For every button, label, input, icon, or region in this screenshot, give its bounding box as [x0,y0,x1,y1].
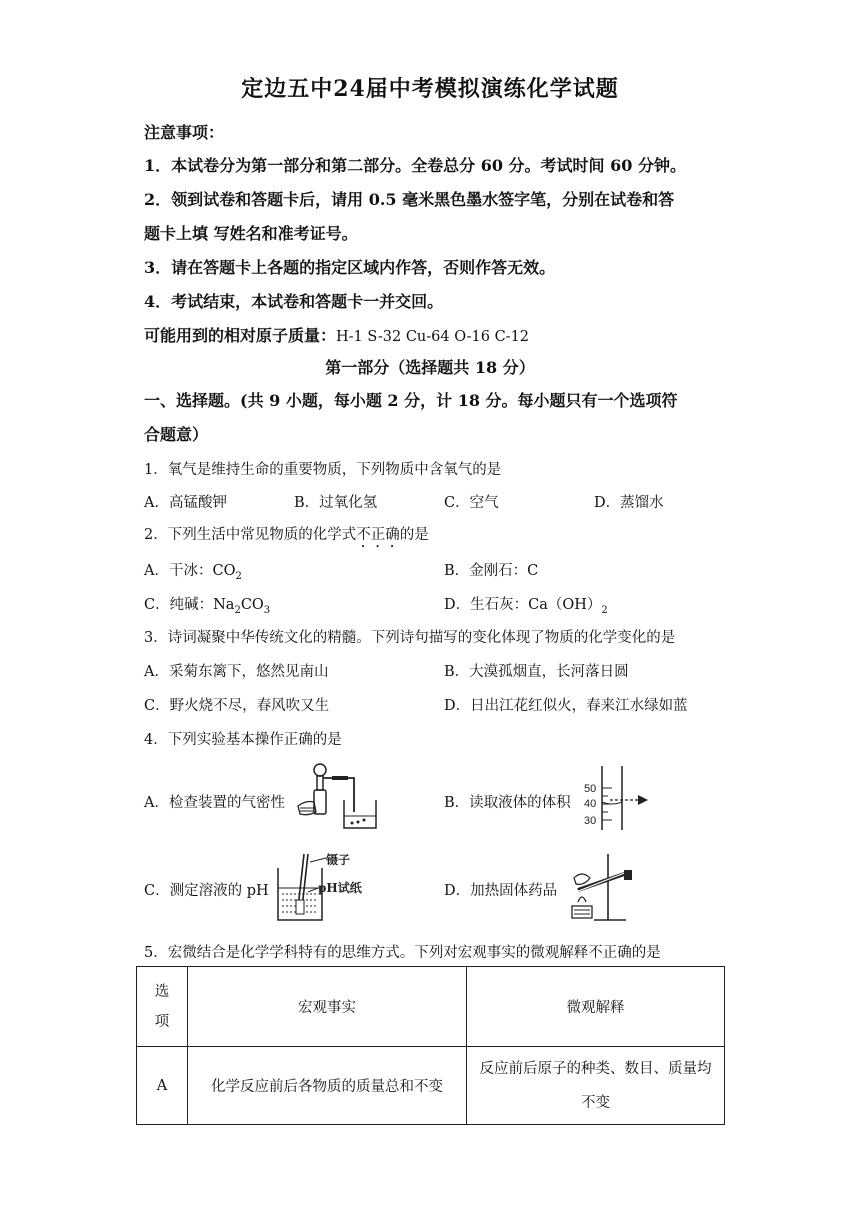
q5-header-macro: 宏观事实 [188,967,467,1047]
q2-stem-post: 的是 [399,527,429,543]
q5-stem: 5．宏微结合是化学学科特有的思维方式。下列对宏观事实的微观解释不正确的是 [144,945,661,961]
q2-option-d-text: D．生石灰：Ca（OH） [444,597,602,613]
q5-row-a-micro-line1: 反应前后原子的种类、数目、质量均 [479,1060,712,1077]
q1-option-d: D．蒸馏水 [594,495,664,511]
q2-option-c-text: C．纯碱：Na [144,597,235,613]
q1-option-b: B．过氧化氢 [294,495,378,511]
section1-line1: 一、选择题。(共 9 小题，每小题 2 分，计 18 分。每小题只有一个选项符 [144,391,678,410]
atomic-mass-values: H-1 S-32 Cu-64 O-16 C-12 [336,329,530,345]
q4-stem: 4．下列实验基本操作正确的是 [144,732,342,748]
q3-option-b: B．大漠孤烟直，长河落日圆 [444,664,629,680]
q5-header-option [137,967,188,1047]
q5-table-row-a [137,1047,725,1125]
q1-stem: 1．氧气是维持生命的重要物质，下列物质中含氧气的是 [144,462,502,478]
q5-row-a-micro-line2: 不变 [581,1094,610,1111]
section1-line2: 合题意） [144,425,209,444]
q2-option-b: B．金刚石：C [444,563,539,579]
q2-option-a-sub: 2 [235,570,242,582]
q2-stem [144,523,429,551]
q2-option-c-sub1: 2 [234,604,241,616]
cylinder-reading-figure [580,762,660,834]
notice-item-2-cont: 题卡上填 写姓名和准考证号。 [144,224,358,243]
q2-stem-emphasis: 不正确 [356,527,400,543]
q5-header-option-char1: 选 [154,983,170,1000]
cylinder-tick-30: 30 [584,815,597,827]
q5-table [136,966,725,1125]
notice-heading: 注意事项： [144,123,225,142]
part1-heading: 第一部分（选择题共 18 分） [325,358,535,377]
atomic-mass-label: 可能用到的相对原子质量： [144,326,337,345]
q3-option-d: D．日出江花红似火，春来江水绿如蓝 [444,698,688,714]
q2-option-d-sub: 2 [601,604,608,616]
q2-option-a-text: A．干冰：CO [144,563,236,579]
q5-row-a-micro [467,1047,725,1125]
q5-table-header-row [137,967,725,1047]
q5-row-a-option: A [137,1047,188,1125]
page-title: 定边五中24届中考模拟演练化学试题 [241,76,619,102]
q2-option-a [144,559,242,582]
notice-item-2: 2．领到试卷和答题卡后，请用 0.5 毫米黑色墨水签字笔，分别在试卷和答 [144,190,675,209]
q4-option-b: B．读取液体的体积 [444,795,571,811]
q5-header-option-char2: 项 [154,1013,170,1030]
atomic-mass-line [144,323,529,346]
airtightness-check-figure [292,762,382,834]
q2-option-c-mid: CO [240,597,264,613]
q3-stem: 3．诗词凝聚中华传统文化的精髓。下列诗句描写的变化体现了物质的化学变化的是 [144,630,676,646]
heating-solid-figure [564,850,644,922]
q3-option-c: C．野火烧不尽，春风吹又生 [144,698,330,714]
q1-option-c: C．空气 [444,495,499,511]
q2-stem-pre: 2．下列生活中常见物质的化学式 [144,527,357,543]
q4-option-d: D．加热固体药品 [444,883,558,899]
q3-option-a: A．采菊东篱下，悠然见南山 [144,664,329,680]
q2-option-c-sub2: 3 [263,604,271,616]
cylinder-tick-50: 50 [584,783,597,795]
notice-item-4: 4．考试结束，本试卷和答题卡一并交回。 [144,292,444,311]
notice-item-1: 1．本试卷分为第一部分和第二部分。全卷总分 60 分。考试时间 60 分钟。 [144,156,686,175]
cylinder-tick-40: 40 [584,798,597,810]
q4-option-c: C．测定溶液的 pH [144,883,269,899]
ph-tweezers-label: 镊子 [326,853,351,867]
q1-option-a: A．高锰酸钾 [144,495,227,511]
q4-option-a: A．检查装置的气密性 [144,795,285,811]
notice-item-3: 3．请在答题卡上各题的指定区域内作答，否则作答无效。 [144,258,556,277]
q2-option-c [144,593,270,616]
q5-header-micro: 微观解释 [467,967,725,1047]
q5-row-a-macro: 化学反应前后各物质的质量总和不变 [188,1047,467,1125]
q2-option-d [444,593,608,616]
ph-paper-label: pH试纸 [318,881,362,895]
ph-test-figure [268,848,368,924]
